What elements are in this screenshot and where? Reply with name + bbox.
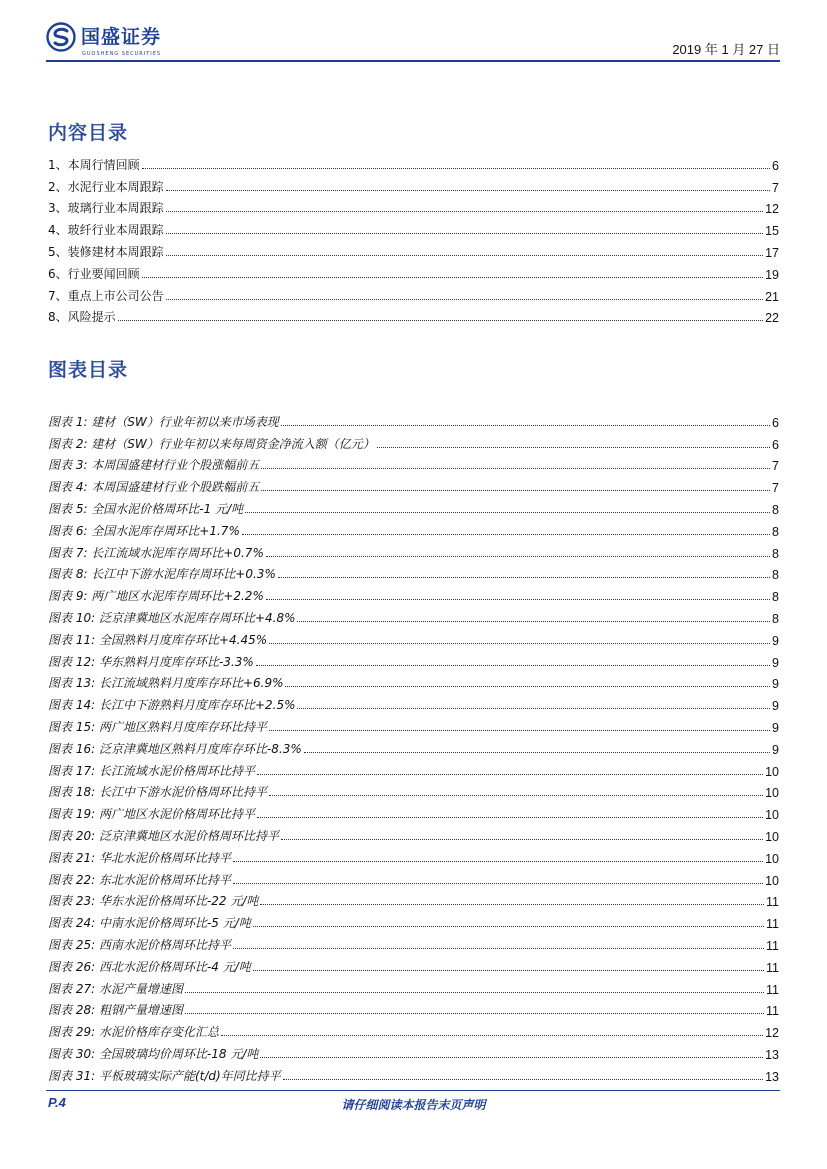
dot-leader [278,577,770,578]
figure-entry-label: 图表 6: 全国水泥库存周环比+1.7% [48,523,240,538]
figure-entry-page: 9 [772,655,779,670]
figure-entry-page: 6 [772,437,779,452]
figure-entry-page: 9 [772,633,779,648]
figure-entry-page: 13 [765,1069,779,1084]
dot-leader [257,774,763,775]
figure-entry-label: 图表 8: 长江中下游水泥库存周环比+0.3% [48,567,276,582]
figure-entry[interactable] [48,713,779,735]
figure-entry[interactable] [48,1018,779,1040]
figure-entry-page: 11 [766,960,779,975]
figure-entry-label: 图表 24: 中南水泥价格周环比-5 元/吨 [48,916,251,931]
figure-entry[interactable] [48,452,779,474]
toc-entry-label: 8、风险提示 [48,310,116,325]
dot-leader [260,904,764,905]
figure-entry-label: 图表 18: 长江中下游水泥价格周环比持平 [48,785,267,800]
toc-entry-label: 6、行业要闻回顾 [48,266,140,281]
dot-leader [253,926,764,927]
dot-leader [118,320,763,321]
figure-entry-label: 图表 29: 水泥价格库存变化汇总 [48,1025,219,1040]
figure-entry[interactable] [48,975,779,997]
dot-leader [304,752,770,753]
figure-entry[interactable] [48,517,779,539]
dot-leader [185,992,764,993]
toc-entry-page: 17 [765,245,779,260]
toc-entry[interactable] [48,304,779,326]
figure-entry-page: 8 [772,524,779,539]
figure-entry-label: 图表 3: 本周国盛建材行业个股涨幅前五 [48,458,260,473]
report-date: 2019 年 1 月 27 日 [672,42,780,57]
dot-leader [377,447,770,448]
figure-entry-label: 图表 10: 泛京津冀地区水泥库存周环比+4.8% [48,610,296,625]
dot-leader [260,1057,763,1058]
figure-entry-page: 6 [772,415,779,430]
figure-entry-label: 图表 28: 粗钢产量增速图 [48,1003,183,1018]
dot-leader [269,730,770,731]
figure-entry[interactable] [48,909,779,931]
toc-entry[interactable] [48,260,779,282]
toc-entry[interactable] [48,173,779,195]
dot-leader [166,233,763,234]
toc-entry-page: 15 [765,224,779,239]
figure-entry-page: 9 [772,720,779,735]
dot-leader [266,556,770,557]
figure-entry-page: 10 [765,786,779,801]
toc-entry-label: 4、玻纤行业本周跟踪 [48,223,164,238]
figure-entry-page: 10 [765,764,779,779]
figure-entry-label: 图表 5: 全国水泥价格周环比-1 元/吨 [48,501,244,516]
figure-entry[interactable] [48,735,779,757]
figure-entry[interactable] [48,604,779,626]
toc-entry-label: 2、水泥行业本周跟踪 [48,179,164,194]
figure-entry-label: 图表 13: 长江流域熟料月度库存环比+6.9% [48,676,284,691]
page-header [46,22,780,62]
figure-entry[interactable] [48,757,779,779]
dot-leader [142,168,770,169]
figure-entry-page: 10 [765,873,779,888]
figure-entry-page: 8 [772,546,779,561]
figure-entry-label: 图表 7: 长江流域水泥库存周环比+0.7% [48,545,264,560]
toc-entry[interactable] [48,151,779,173]
toc-title: 内容目录 [48,122,129,144]
figure-entry[interactable] [48,626,779,648]
dot-leader [297,708,770,709]
dot-leader [142,277,763,278]
figure-entry-label: 图表 4: 本周国盛建材行业个股跌幅前五 [48,480,260,495]
figure-entry-label: 图表 23: 华东水泥价格周环比-22 元/吨 [48,894,259,909]
dot-leader [166,190,770,191]
figure-entry-label: 图表 30: 全国玻璃均价周环比-18 元/吨 [48,1046,259,1061]
figure-entry-page: 8 [772,590,779,605]
dot-leader [221,1035,763,1036]
toc-entry-page: 7 [772,180,779,195]
figure-entry-page: 9 [772,742,779,757]
figure-entry[interactable] [48,495,779,517]
figure-entry-page: 11 [766,917,779,932]
figure-entry-page: 9 [772,699,779,714]
dot-leader [242,534,770,535]
toc-entry-label: 5、装修建材本周跟踪 [48,244,164,259]
figure-entry[interactable] [48,866,779,888]
figure-entry-page: 10 [765,808,779,823]
figure-entry-label: 图表 21: 华北水泥价格周环比持平 [48,850,231,865]
dot-leader [256,665,770,666]
figure-entry-page: 8 [772,502,779,517]
figure-entry-page: 8 [772,611,779,626]
figure-entry-page: 10 [765,851,779,866]
figure-entry-page: 11 [766,895,779,910]
figure-entry-label: 图表 17: 长江流域水泥价格周环比持平 [48,763,255,778]
dot-leader [233,861,763,862]
figure-entry[interactable] [48,539,779,561]
dot-leader [253,970,764,971]
figure-entry-label: 图表 11: 全国熟料月度库存环比+4.45% [48,632,268,647]
figure-entry[interactable] [48,430,779,452]
dot-leader [166,299,763,300]
dot-leader [261,468,770,469]
dot-leader [185,1013,764,1014]
figure-entry[interactable] [48,648,779,670]
figure-entry[interactable] [48,691,779,713]
dot-leader [266,599,770,600]
company-name-en: GUOSHENG SECURITIES [82,51,162,57]
figure-entry[interactable] [48,561,779,583]
figure-entry[interactable] [48,844,779,866]
company-name: 国盛证券 [81,26,162,48]
toc-entry-label: 1、本周行情回顾 [48,157,140,172]
figure-entry[interactable] [48,779,779,801]
dot-leader [285,686,770,687]
figure-entry-label: 图表 12: 华东熟料月度库存环比-3.3% [48,654,254,669]
figure-entry-label: 图表 20: 泛京津冀地区水泥价格周环比持平 [48,828,279,843]
figure-entry-page: 9 [772,677,779,692]
dot-leader [233,948,764,949]
dot-leader [245,512,770,513]
figure-entry-label: 图表 25: 西南水泥价格周环比持平 [48,937,231,952]
figure-entry-label: 图表 31: 平板玻璃实际产能(t/d)年同比持平 [48,1068,281,1083]
figure-entry[interactable] [48,953,779,975]
figure-entry-page: 11 [766,1004,779,1019]
guosheng-logo-icon [46,22,76,52]
figure-entry[interactable] [48,931,779,953]
figure-entry-page: 8 [772,568,779,583]
dot-leader [281,839,763,840]
dot-leader [281,425,770,426]
figure-entry-label: 图表 15: 两广地区熟料月度库存环比持平 [48,719,267,734]
dot-leader [233,883,763,884]
company-logo [46,22,161,52]
dot-leader [166,255,763,256]
dot-leader [257,817,763,818]
figure-entry-page: 7 [772,481,779,496]
figure-entry-page: 11 [766,982,779,997]
toc-entry-page: 22 [765,311,779,326]
dot-leader [283,1079,763,1080]
figure-entry-label: 图表 19: 两广地区水泥价格周环比持平 [48,807,255,822]
figure-entry-page: 12 [765,1026,779,1041]
dot-leader [269,795,763,796]
figure-entry[interactable] [48,670,779,692]
figure-entry[interactable] [48,1062,779,1084]
figure-entry-label: 图表 22: 东北水泥价格周环比持平 [48,872,231,887]
toc-entry[interactable] [48,282,779,304]
dot-leader [261,490,770,491]
figure-entry[interactable] [48,582,779,604]
page-number: P.4 [48,1095,66,1110]
figure-entry-label: 图表 27: 水泥产量增速图 [48,981,183,996]
header-divider [46,60,780,62]
disclaimer-note: 请仔细阅读本报告末页声明 [341,1098,486,1112]
figure-entry-page: 13 [765,1047,779,1062]
toc-entry-page: 21 [765,289,779,304]
figure-entry-label: 图表 26: 西北水泥价格周环比-4 元/吨 [48,959,251,974]
toc-entry-page: 19 [765,267,779,282]
figure-list-title: 图表目录 [48,359,129,381]
figure-list [48,408,779,1084]
figure-entry[interactable] [48,888,779,910]
footer-divider [46,1090,780,1091]
toc-entry-page: 12 [765,202,779,217]
figure-entry-page: 7 [772,459,779,474]
figure-entry[interactable] [48,822,779,844]
dot-leader [166,211,763,212]
toc-entry[interactable] [48,216,779,238]
dot-leader [269,643,770,644]
figure-entry[interactable] [48,800,779,822]
toc-entry[interactable] [48,238,779,260]
figure-entry[interactable] [48,997,779,1019]
figure-entry-label: 图表 9: 两广地区水泥库存周环比+2.2% [48,589,264,604]
toc-entry-label: 3、玻璃行业本周跟踪 [48,201,164,216]
figure-entry[interactable] [48,408,779,430]
toc-entry[interactable] [48,195,779,217]
figure-entry-label: 图表 16: 泛京津冀地区熟料月度库存环比-8.3% [48,741,302,756]
figure-entry[interactable] [48,1040,779,1062]
figure-entry-label: 图表 1: 建材（SW）行业年初以来市场表现 [48,414,279,429]
figure-entry-label: 图表 14: 长江中下游熟料月度库存环比+2.5% [48,698,296,713]
toc-list [48,151,779,325]
dot-leader [297,621,770,622]
figure-entry-page: 11 [766,938,779,953]
toc-entry-label: 7、重点上市公司公告 [48,288,164,303]
figure-entry[interactable] [48,473,779,495]
figure-entry-label: 图表 2: 建材（SW）行业年初以来每周资金净流入额（亿元） [48,436,375,451]
figure-entry-page: 10 [765,829,779,844]
toc-entry-page: 6 [772,158,779,173]
